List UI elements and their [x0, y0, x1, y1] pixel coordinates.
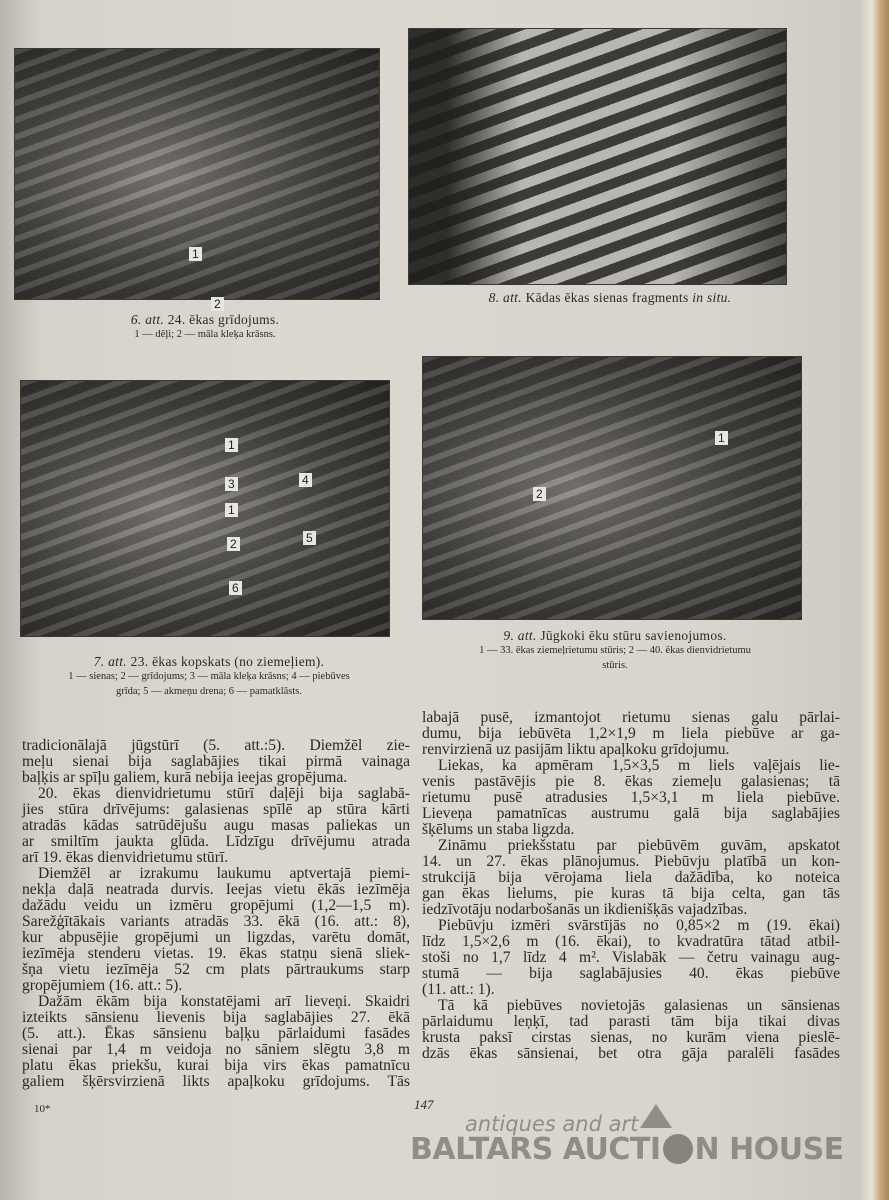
figure-label: 2: [211, 297, 224, 311]
figure-number: 7. att.: [93, 654, 127, 669]
figure-label: 1: [715, 431, 728, 445]
text-line: jies stūra drīvējums: galasienas spīlē ap stūra kārti: [22, 801, 410, 818]
figure-label: 1: [225, 438, 238, 452]
figure-label: 4: [299, 473, 312, 487]
text-line: sienai par 1,4 m veidoja no sāniem slēgtu 3,8 m: [22, 1041, 410, 1058]
text-line: izteikts sānsienu lievenis bija saglabājies 27. ēkā: [22, 1009, 410, 1026]
right-text-column: [422, 710, 840, 1062]
figure-number: 8. att.: [488, 290, 522, 305]
figure-label: 3: [225, 477, 238, 491]
figure-legend: stūris.: [602, 660, 628, 671]
crown-icon: [640, 1104, 672, 1128]
figure-6-photo: [14, 48, 380, 311]
text-line: Diemžēl ar izrakumu laukumu aptvertajā piemi-: [38, 865, 410, 882]
text-line: stumā — bija saglabājusies 40. ēkas piebūve: [422, 965, 840, 982]
text-line: galiem šķērsvirzienā likts apaļkoku grīdojums. Tās: [22, 1073, 410, 1090]
text-line: atradās kādas satrūdējušu augu masas paliekas un: [22, 817, 410, 834]
figure-legend: 1 — dēļi; 2 — māla kleķa krāsns.: [134, 329, 276, 340]
text-line: Piebūvju izmēri svārstījās no 0,85×2 m (19. ēkai): [438, 917, 840, 934]
text-line: stoši no 1,7 līdz 4 m². Vislabāk — četru vainagu aug-: [422, 949, 840, 966]
text-line: strukcijā bija vērojama liela dažādība, ko noteica: [422, 869, 840, 886]
text-line: meļu sienai bija saglabājies tikai pirmā vainaga: [22, 753, 410, 770]
figure-9-caption: [420, 628, 810, 673]
figure-title: 24. ēkas grīdojums.: [167, 312, 280, 327]
page-number: 147: [414, 1097, 434, 1112]
text-line: baļķis ar spīļu galiem, kurā nebija ieejas gropējuma.: [22, 769, 348, 786]
figure-title: Kādas ēkas sienas fragments: [525, 290, 689, 305]
figure-label: 2: [533, 487, 546, 501]
text-line: (11. att.: 1).: [422, 981, 495, 998]
signature-mark: 10*: [34, 1103, 51, 1115]
text-line: Zināmu priekšstatu par piebūvēm guvām, apskatot: [438, 837, 840, 854]
text-line: iedzīvotāju nodarbošanās un ikdienišķās vajadzības.: [422, 901, 748, 918]
text-line: krusta paksī cirstas sienas, no kurām viena pieslē-: [422, 1029, 840, 1046]
text-line: Liekas, ka apmēram 1,5×3,5 m liels vaļējais lie-: [438, 757, 840, 774]
figure-title-italic: in situ.: [692, 290, 732, 305]
text-line: līdz 1,5×2,6 m (16. ēkai), to kvadratūra tātad atbil-: [422, 933, 840, 950]
figure-7-caption: [14, 654, 404, 699]
text-line: Lieveņa pamatnīcas austrumu galā bija saglabājies: [422, 805, 840, 822]
text-line: Tā kā piebūves novietojās galasienas un sānsienas: [438, 997, 840, 1014]
figure-9-photo: [422, 356, 802, 620]
text-line: 20. ēkas dienvidrietumu stūrī daļēji bija saglabā-: [38, 785, 410, 802]
globe-icon: [663, 1134, 693, 1164]
text-line: dumu, bija iebūvēta 1,2×1,9 m liela piebūve ar ga-: [422, 725, 840, 742]
text-line: pārlaidumu leņķī, tad parasti tām bija tikai divas: [422, 1013, 840, 1030]
text-line: dzās ēkas sānsienai, bet otra gāja paralēli fasādes: [422, 1045, 840, 1062]
text-line: ar smiltīm jaukta glūda. Līdzīgu drīvējumu atrada: [22, 833, 410, 850]
text-line: venis pastāvējis pie 8. ēkas ziemeļu galasienas; tā: [422, 773, 840, 790]
left-text-column: [22, 738, 410, 1090]
text-line: rietumu pusē atradusies 1,5×3,1 m liela piebūve.: [422, 789, 840, 806]
text-line: dažādu veidu un izmēru gropējumi (1,2—1,5 m).: [22, 897, 410, 914]
text-line: labajā pusē, izmantojot rietumu sienas galu pārlai-: [422, 709, 840, 726]
text-line: tradicionālajā jūgstūrī (5. att.:5). Diemžēl zie-: [22, 737, 410, 754]
text-line: platu ēkas priekšu, kurai bija virs ēkas pamatnīcu: [22, 1057, 410, 1074]
figure-legend: 1 — sienas; 2 — grīdojums; 3 — māla kleķa krāsns; 4 — piebūves: [68, 671, 350, 682]
text-line: nekļa daļā neatrada durvis. Ieejas vietu ēkās iezīmēja: [22, 881, 410, 898]
watermark-name: BALTARS AUCTI: [410, 1132, 661, 1167]
figure-label: 1: [225, 503, 238, 517]
figure-label: 2: [227, 537, 240, 551]
text-line: renvirzienā uz pasijām liktu apaļkoku grīdojumu.: [422, 741, 730, 758]
figure-title: 23. ēkas kopskats (no ziemeļiem).: [130, 654, 325, 669]
text-line: šķēlums un staba ligzda.: [422, 821, 575, 838]
text-line: šņa vietu iezīmēja 52 cm plats pārtraukums starp: [22, 961, 410, 978]
text-line: iezīmēja stenderu vietas. 19. ēkas statņu sienā sliek-: [22, 945, 410, 962]
figure-legend: 1 — 33. ēkas ziemeļrietumu stūris; 2 — 40. ēkas dienvidrietumu: [479, 645, 751, 656]
figure-number: 9. att.: [503, 628, 537, 643]
figure-title: Jūgkoki ēku stūru savienojumos.: [540, 628, 727, 643]
figure-label: 1: [189, 247, 202, 261]
text-line: Dažām ēkām bija konstatējami arī lieveņi. Skaidri: [38, 993, 410, 1010]
text-line: gan ēkas lielums, pie kuras tā bija celta, gan tās: [422, 885, 840, 902]
figure-8-caption: [440, 290, 780, 305]
text-line: kur abpusējie gropējumi un ligzdas, varētu domāt,: [22, 929, 410, 946]
watermark-name: N HOUSE: [694, 1132, 844, 1167]
figure-6-caption: [60, 312, 350, 342]
figure-label: 5: [303, 531, 316, 545]
text-line: Sarežģītākais variants atradās 33. ēkā (16. att.: 8),: [22, 913, 410, 930]
figure-label: 6: [229, 581, 242, 595]
figure-legend: grīda; 5 — akmeņu drena; 6 — pamatklāsts.: [115, 686, 303, 697]
figure-8-photo: [408, 28, 787, 285]
text-line: 14. un 27. ēkas plānojumus. Piebūvju platībā un kon-: [422, 853, 840, 870]
figure-7-photo: [20, 380, 390, 637]
text-line: (5. att.). Ēkas sānsienu baļķu pārlaidumi fasādes: [22, 1025, 410, 1042]
figure-number: 6. att.: [130, 312, 165, 327]
watermark-tagline: antiques and art: [465, 1112, 639, 1136]
text-line: gropējumiem (16. att.: 5).: [22, 977, 183, 994]
text-line: arī 19. ēkas dienvidrietumu stūrī.: [22, 849, 229, 866]
